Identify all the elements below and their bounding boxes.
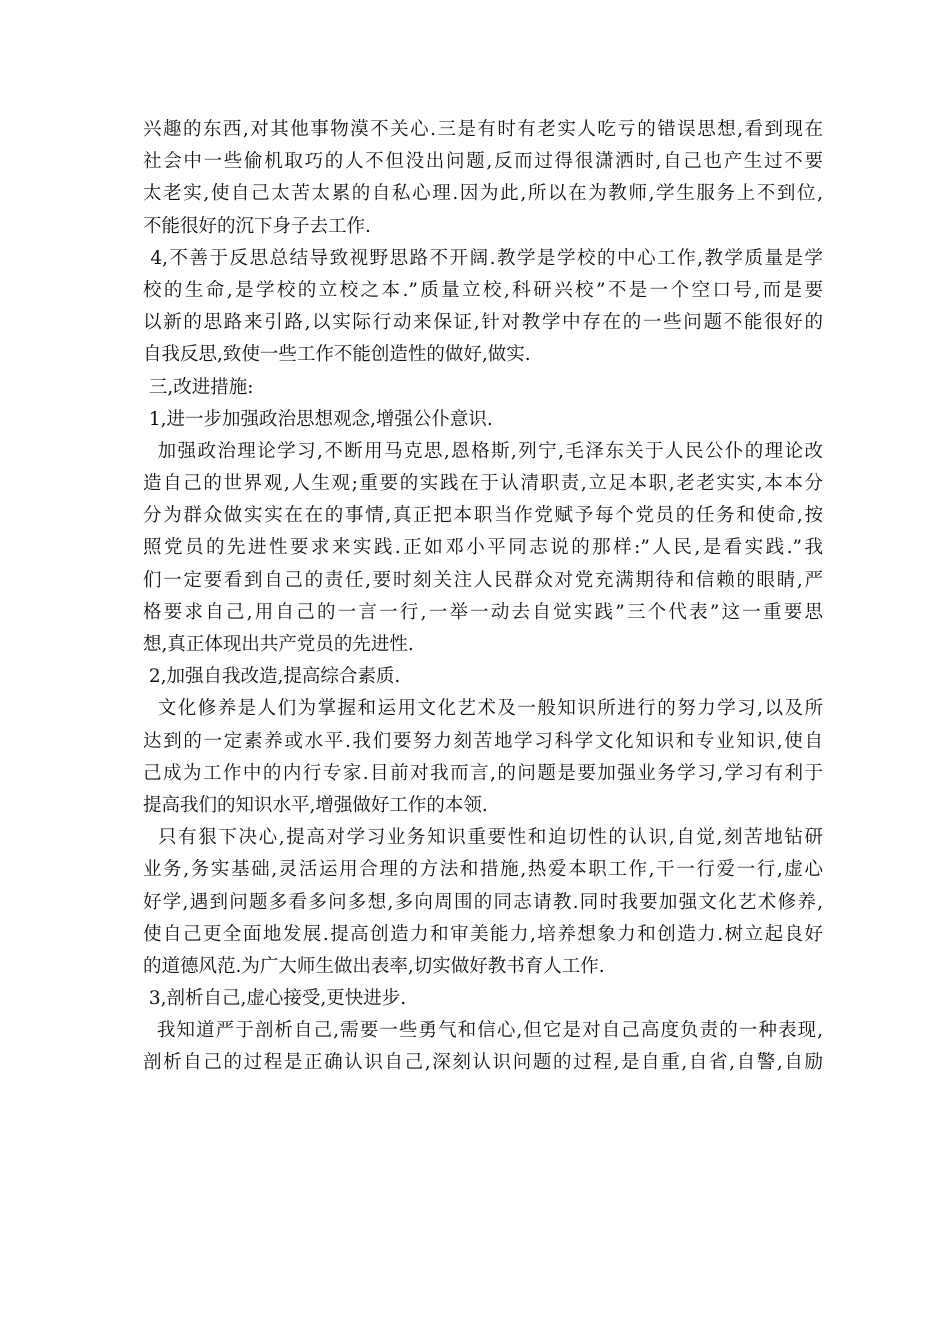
text-line: 2,加强自我改造,提高综合素质. [143, 666, 401, 688]
text-line: 不能很好的沉下身子去工作. [143, 215, 371, 237]
text-line: 我知道严于剖析自己,需要一些勇气和信心,但它是对自己高度负责的一种表现, [143, 1020, 823, 1042]
text-line: 己成为工作中的内行专家.目前对我而言,的问题是要加强业务学习,学习有利于 [143, 762, 823, 784]
text-line: 只有狠下决心,提高对学习业务知识重要性和迫切性的认识,自觉,刻苦地钻研 [143, 827, 823, 849]
text-line: 格要求自己,用自己的一言一行,一举一动去自觉实践”三个代表”这一重要思 [143, 601, 823, 623]
text-line: 文化修养是人们为掌握和运用文化艺术及一般知识所进行的努力学习,以及所 [143, 698, 823, 720]
body-text [143, 114, 823, 1080]
text-line: 三,改进措施: [143, 376, 254, 398]
text-line: 校的生命,是学校的立校之本.”质量立校,科研兴校”不是一个空口号,而是要 [143, 279, 823, 301]
text-line: 的道德风范.为广大师生做出表率,切实做好教书育人工作. [143, 955, 605, 977]
text-line: 造自己的世界观,人生观;重要的实践在于认清职责,立足本职,老老实实,本本分 [143, 473, 823, 495]
text-line: 自我反思,致使一些工作不能创造性的做好,做实. [143, 344, 531, 366]
text-line: 提高我们的知识水平,增强做好工作的本领. [143, 794, 488, 816]
text-line: 好学,遇到问题多看多问多想,多向周围的同志请教.同时我要加强文化艺术修养, [143, 891, 823, 913]
text-line: 兴趣的东西,对其他事物漠不关心.三是有时有老实人吃亏的错误思想,看到现在 [143, 119, 823, 140]
text-line: 1,进一步加强政治思想观念,增强公仆意识. [143, 408, 493, 430]
text-line: 剖析自己的过程是正确认识自己,深刻认识问题的过程,是自重,自省,自警,自励 [143, 1052, 823, 1074]
text-line: 分为群众做实实在在的事情,真正把本职当作党赋予每个党员的任务和使命,按 [143, 505, 823, 527]
text-line: 使自己更全面地发展.提高创造力和审美能力,培养想象力和创造力.树立起良好 [143, 923, 823, 945]
text-line: 加强政治理论学习,不断用马克思,恩格斯,列宁,毛泽东关于人民公仆的理论改 [143, 440, 823, 462]
text-line: 达到的一定素养或水平.我们要努力刻苦地学习科学文化知识和专业知识,使自 [143, 730, 823, 752]
text-line: 们一定要看到自己的责任,要时刻关注人民群众对党充满期待和信赖的眼睛,严 [143, 569, 823, 591]
text-line: 3,剖析自己,虚心接受,更快进步. [143, 988, 407, 1010]
text-line: 想,真正体现出共产党员的先进性. [143, 634, 414, 655]
text-line: 社会中一些偷机取巧的人不但没出问题,反而过得很潇洒时,自己也产生过不要 [143, 151, 823, 173]
text-line: 照党员的先进性要求来实践.正如邓小平同志说的那样:”人民,是看实践.”我 [143, 537, 823, 559]
text-line: 4,不善于反思总结导致视野思路不开阔.教学是学校的中心工作,教学质量是学 [143, 247, 823, 269]
text-line: 业务,务实基础,灵活运用合理的方法和措施,热爱本职工作,干一行爱一行,虚心 [143, 859, 823, 881]
text-line: 以新的思路来引路,以实际行动来保证,针对教学中存在的一些问题不能很好的 [143, 312, 823, 334]
text-line: 太老实,使自己太苦太累的自私心理.因为此,所以在为教师,学生服务上不到位, [143, 183, 823, 205]
